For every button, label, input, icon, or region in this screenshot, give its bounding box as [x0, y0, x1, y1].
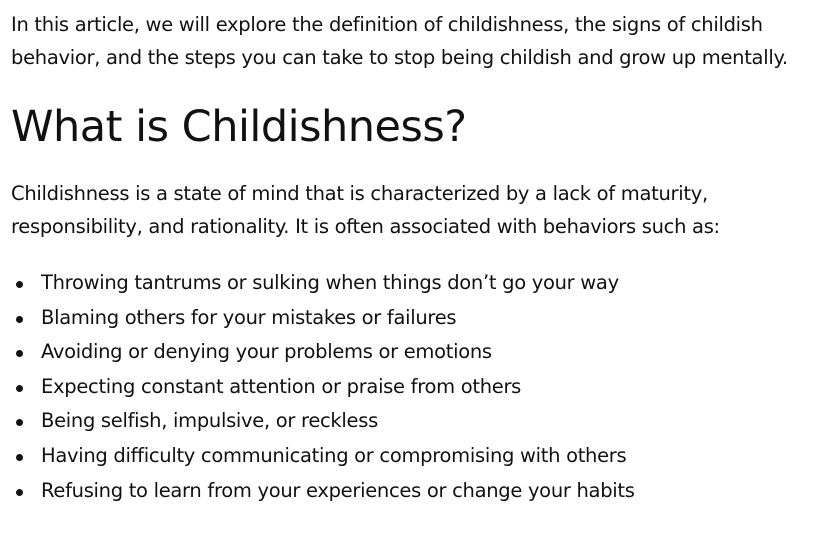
list-item-text: Blaming others for your mistakes or failures — [41, 305, 457, 329]
list-item — [11, 266, 815, 301]
list-item-text: Expecting constant attention or praise from others — [41, 374, 522, 398]
list-item-text: Avoiding or denying your problems or emotions — [41, 340, 492, 364]
section-heading: What is Childishness? — [11, 102, 467, 152]
bullet-icon — [16, 316, 23, 323]
bullet-icon — [16, 281, 23, 288]
bullet-icon — [16, 385, 23, 392]
bullet-icon — [16, 350, 23, 357]
list-item-text: Having difficulty communicating or compromising with others — [41, 443, 627, 467]
list-item-text: Being selfish, impulsive, or reckless — [41, 409, 378, 433]
list-item-text: Throwing tantrums or sulking when things don’t go your way — [41, 271, 619, 294]
list-item — [11, 439, 815, 474]
list-item-text: Refusing to learn from your experiences or change your habits — [41, 478, 635, 502]
bullet-icon — [16, 489, 23, 496]
list-item — [11, 370, 815, 405]
list-item — [11, 474, 815, 509]
bullet-icon — [16, 454, 23, 461]
definition-paragraph: Childishness is a state of mind that is characterized by a lack of maturity, responsibility, and rationality. It is often associated with behaviors such as: — [11, 182, 720, 238]
list-item — [11, 301, 815, 336]
bullet-icon — [16, 419, 23, 426]
list-item — [11, 335, 815, 370]
intro-paragraph: In this article, we will explore the definition of childishness, the signs of childish behavior, and the steps you can take to stop being childish and grow up mentally. — [11, 13, 788, 69]
list-item — [11, 404, 815, 439]
behavior-list — [11, 266, 815, 508]
